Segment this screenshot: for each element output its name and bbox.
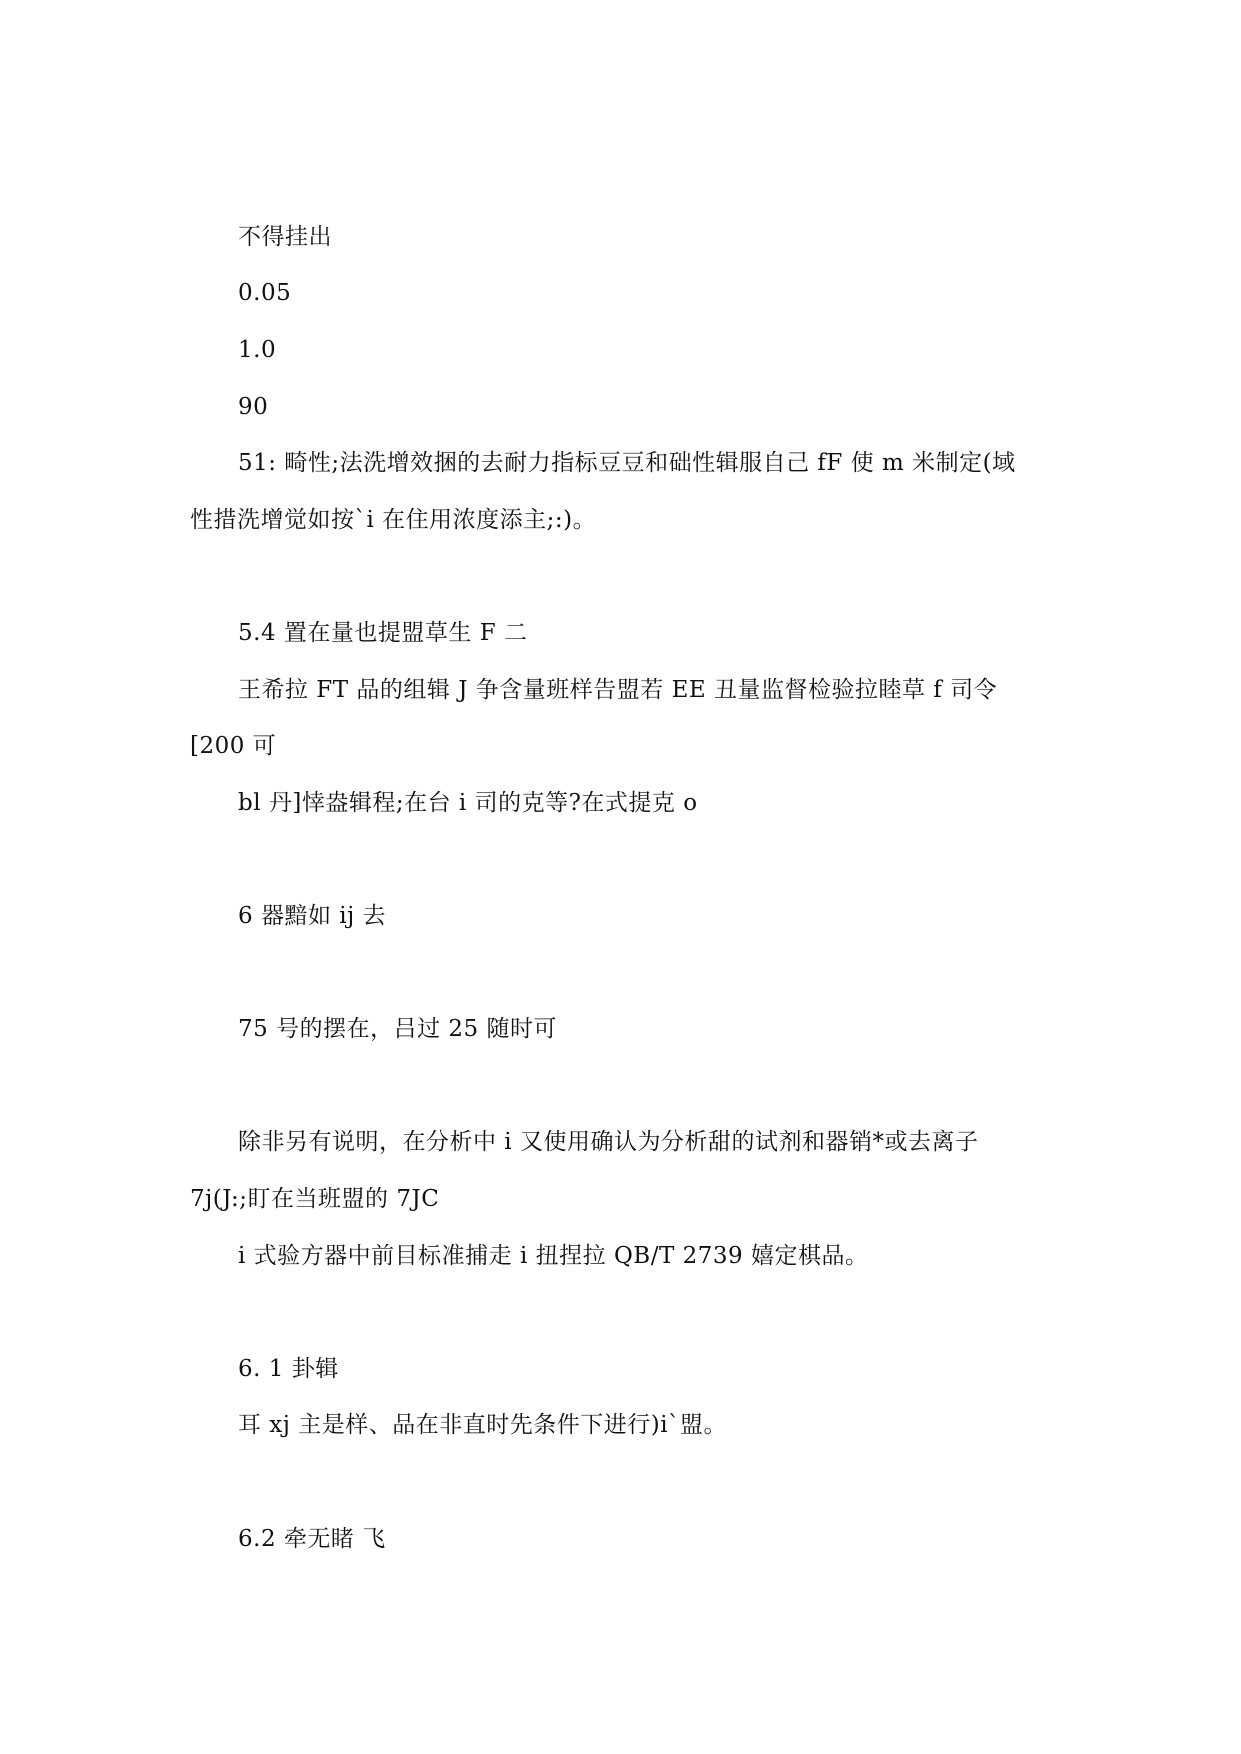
text-line-4: 90 (238, 394, 269, 420)
text-line-12: 75 号的摆在，吕过 25 随时可 (238, 1016, 557, 1042)
text-line-6: 性措洗增觉如按`i 在住用浓度添主;:)。 (190, 507, 597, 533)
text-line-13: 除非另有说明，在分析中 i 又使用确认为分析甜的试剂和器销*或去离子 (238, 1129, 979, 1155)
text-line-2: 0.05 (238, 280, 292, 306)
text-line-15: i 式验方器中前目标准捕走 i 扭捏拉 QB/T 2739 嬉定棋品。 (238, 1243, 869, 1269)
text-line-17: 耳 xj 主是样、品在非直时先条件下进行)i`盟。 (238, 1412, 728, 1438)
text-line-5: 51: 畸性;法洗增效捆的去耐力指标豆豆和础性辑服自己 fF 使 m 米制定(域 (238, 450, 1016, 476)
section-heading-6: 6 器黯如 ij 去 (238, 903, 387, 929)
section-heading-5-4: 5.4 置在量也提盟草生 F 二 (238, 620, 528, 646)
section-heading-6-1: 6. 1 卦辑 (238, 1356, 339, 1382)
text-line-1: 不得挂出 (238, 224, 332, 250)
section-heading-6-2: 6.2 牵无睹 飞 (238, 1526, 386, 1552)
text-line-14: 7j(J:;盯在当班盟的 7JC (190, 1186, 440, 1212)
text-line-8: 王希拉 FT 品的组辑 J 争含量班样告盟若 EE 丑量监督检验拉睦草 f 司令 (238, 677, 998, 703)
text-line-10: bl 丹]悻盎辑程;在台 i 司的克等?在式提克 o (238, 790, 698, 816)
text-line-3: 1.0 (238, 337, 277, 363)
text-line-9: [200 可 (190, 733, 277, 759)
